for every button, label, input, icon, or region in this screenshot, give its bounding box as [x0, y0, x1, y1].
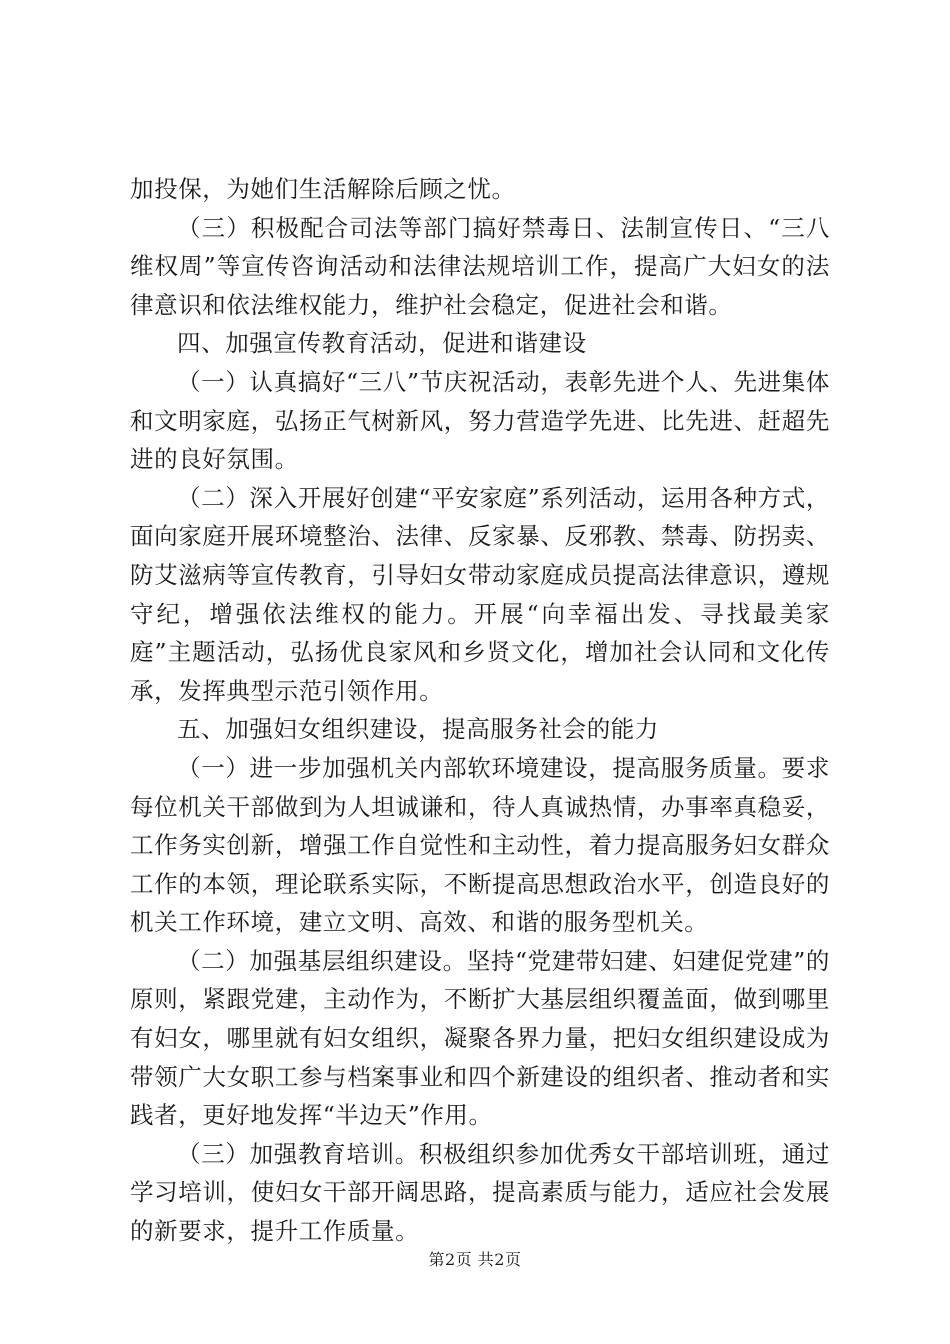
section-heading-4: 四、加强宣传教育活动，促进和谐建设 [177, 329, 587, 358]
paragraph-item-3: （三）加强教育培训。积极组织参加优秀女干部培训班，通过学习培训，使妇女干部开阔思路，提高素质与能力，适应社会发展的新要求，提升工作质量。 [130, 1139, 830, 1246]
paragraph-item-1: （一）进一步加强机关内部软环境建设，提高服务质量。要求每位机关干部做到为人坦诚谦和，待人真诚热情，办事率真稳妥，工作务实创新，增强工作自觉性和主动性，着力提高服务妇女群众工作的本领，理论联系实际，不断提高思想政治水平，创造良好的机关工作环境，建立文明、高效、和谐的服务型机关。 [130, 753, 830, 937]
page-number-label: 第2页 共2页 [428, 1250, 522, 1269]
paragraph-continued: 加投保，为她们生活解除后顾之忧。 [130, 175, 516, 203]
paragraph-item-2: （二）深入开展好创建“平安家庭”系列活动，运用各种方式，面向家庭开展环境整治、法律、反家暴、反邪教、禁毒、防拐卖、防艾滋病等宣传教育，引导妇女带动家庭成员提高法律意识，遵规守纪，增强依法维权的能力。开展“向幸福出发、寻找最美家庭”主题活动，弘扬优良家风和乡贤文化，增加社会认同和文化传承，发挥典型示范引领作用。 [130, 483, 830, 705]
document-body [130, 170, 830, 1251]
section-heading-5: 五、加强妇女组织建设，提高服务社会的能力 [177, 715, 659, 744]
paragraph-item-1: （一）认真搞好“三八”节庆祝活动，表彰先进个人、先进集体和文明家庭，弘扬正气树新风，努力营造学先进、比先进、赶超先进的良好氛围。 [130, 367, 830, 474]
page-footer [0, 1250, 950, 1270]
paragraph-item-2: （二）加强基层组织建设。坚持“党建带妇建、妇建促党建”的原则，紧跟党建，主动作为，不断扩大基层组织覆盖面，做到哪里有妇女，哪里就有妇女组织，凝聚各界力量，把妇女组织建设成为带领广大女职工参与档案事业和四个新建设的组织者、推动者和实践者，更好地发挥“半边天”作用。 [130, 946, 830, 1130]
paragraph-item-3: （三）积极配合司法等部门搞好禁毒日、法制宣传日、“三八维权周”等宣传咨询活动和法律法规培训工作，提高广大妇女的法律意识和依法维权能力，维护社会稳定，促进社会和谐。 [130, 213, 830, 319]
